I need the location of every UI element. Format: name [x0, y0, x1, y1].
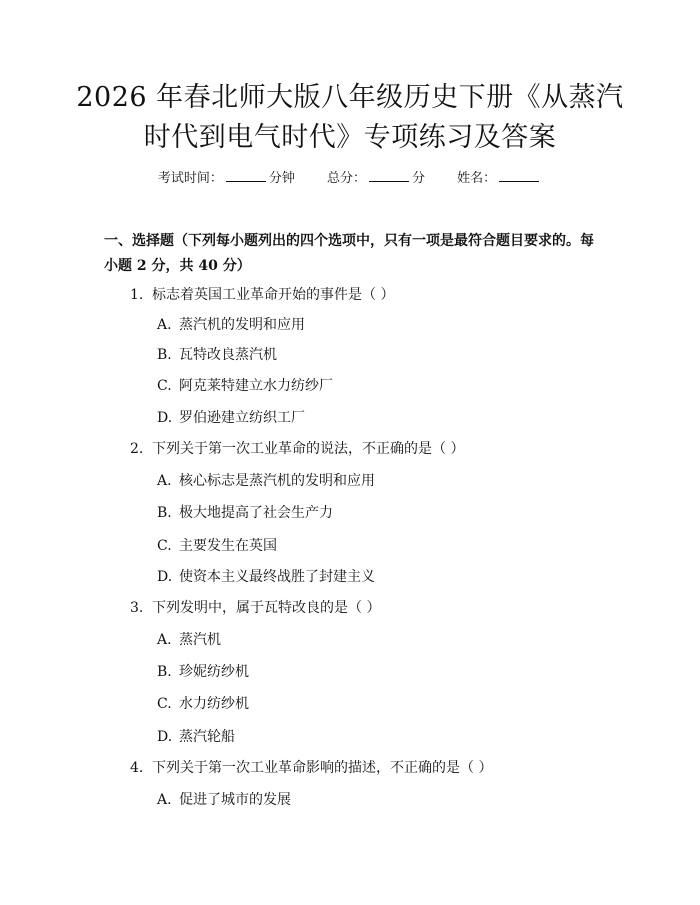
question-2-option-c — [157, 536, 277, 556]
total-score-label: 总分： — [326, 171, 366, 186]
student-name-field — [457, 168, 542, 189]
question-text: 下列关于第一次工业革命影响的描述，不正确的是（ ） — [152, 760, 493, 776]
option-text: 蒸汽机的发明和应用 — [179, 317, 305, 333]
option-letter: B. — [157, 347, 172, 363]
option-text: 极大地提高了社会生产力 — [179, 505, 333, 521]
question-1 — [130, 285, 394, 305]
exam-time-blank — [226, 168, 266, 182]
option-letter: C. — [157, 378, 172, 394]
option-letter: A. — [157, 317, 172, 333]
option-letter: A. — [157, 632, 172, 648]
option-text: 使资本主义最终战胜了封建主义 — [179, 569, 375, 585]
option-text: 主要发生在英国 — [179, 538, 277, 554]
student-name-blank — [499, 168, 539, 182]
option-text: 蒸汽机 — [179, 632, 221, 648]
total-score-field — [327, 168, 425, 189]
question-text: 标志着英国工业革命开始的事件是（ ） — [152, 287, 395, 303]
option-text: 瓦特改良蒸汽机 — [179, 347, 277, 363]
question-3-option-d — [157, 727, 235, 747]
option-text: 蒸汽轮船 — [179, 729, 235, 745]
option-letter: A. — [157, 473, 172, 489]
question-1-option-a — [157, 315, 305, 335]
question-3-option-c — [157, 694, 249, 714]
student-name-label: 姓名： — [457, 171, 497, 186]
question-text: 下列发明中，属于瓦特改良的是（ ） — [152, 600, 381, 616]
question-2 — [130, 439, 464, 459]
question-2-option-d — [157, 567, 375, 587]
question-2-option-b — [157, 503, 333, 523]
option-letter: C. — [157, 538, 172, 554]
option-text: 珍妮纺纱机 — [179, 664, 249, 680]
total-score-unit: 分 — [412, 171, 426, 186]
option-text: 核心标志是蒸汽机的发明和应用 — [179, 473, 375, 489]
question-3-option-a — [157, 630, 221, 650]
question-4-option-a — [157, 790, 291, 810]
question-number: 3. — [130, 600, 144, 616]
document-title-line-1: 2026 年春北师大版八年级历史下册《从蒸汽 — [76, 82, 624, 113]
document-title-line-2: 时代到电气时代》专项练习及答案 — [143, 122, 557, 153]
option-letter: B. — [157, 664, 172, 680]
section-heading-multiple-choice: 一、选择题（下列每小题列出的四个选项中，只有一项是最符合题目要求的。每小题 2 分，共 40 分） — [104, 233, 594, 274]
exam-time-label: 考试时间： — [157, 171, 223, 186]
question-text: 下列关于第一次工业革命的说法，不正确的是（ ） — [152, 441, 465, 457]
question-number: 2. — [130, 441, 144, 457]
exam-time-unit: 分钟 — [268, 171, 295, 186]
question-2-option-a — [157, 471, 375, 491]
option-text: 促进了城市的发展 — [179, 792, 291, 808]
question-1-option-b — [157, 345, 277, 365]
question-1-option-c — [157, 376, 333, 396]
option-letter: A. — [157, 792, 172, 808]
question-3-option-b — [157, 662, 249, 682]
question-1-option-d — [157, 408, 305, 428]
option-text: 水力纺纱机 — [179, 696, 249, 712]
total-score-blank — [369, 168, 409, 182]
option-letter: D. — [157, 410, 173, 426]
exam-info-row — [0, 168, 700, 189]
option-letter: C. — [157, 696, 172, 712]
option-text: 罗伯逊建立纺织工厂 — [179, 410, 305, 426]
exam-time-field — [158, 168, 295, 189]
question-number: 4. — [130, 760, 144, 776]
option-letter: D. — [157, 569, 173, 585]
option-letter: D. — [157, 729, 173, 745]
question-4 — [130, 758, 492, 778]
option-letter: B. — [157, 505, 172, 521]
option-text: 阿克莱特建立水力纺纱厂 — [179, 378, 333, 394]
question-number: 1. — [130, 287, 144, 303]
question-3 — [130, 598, 380, 618]
